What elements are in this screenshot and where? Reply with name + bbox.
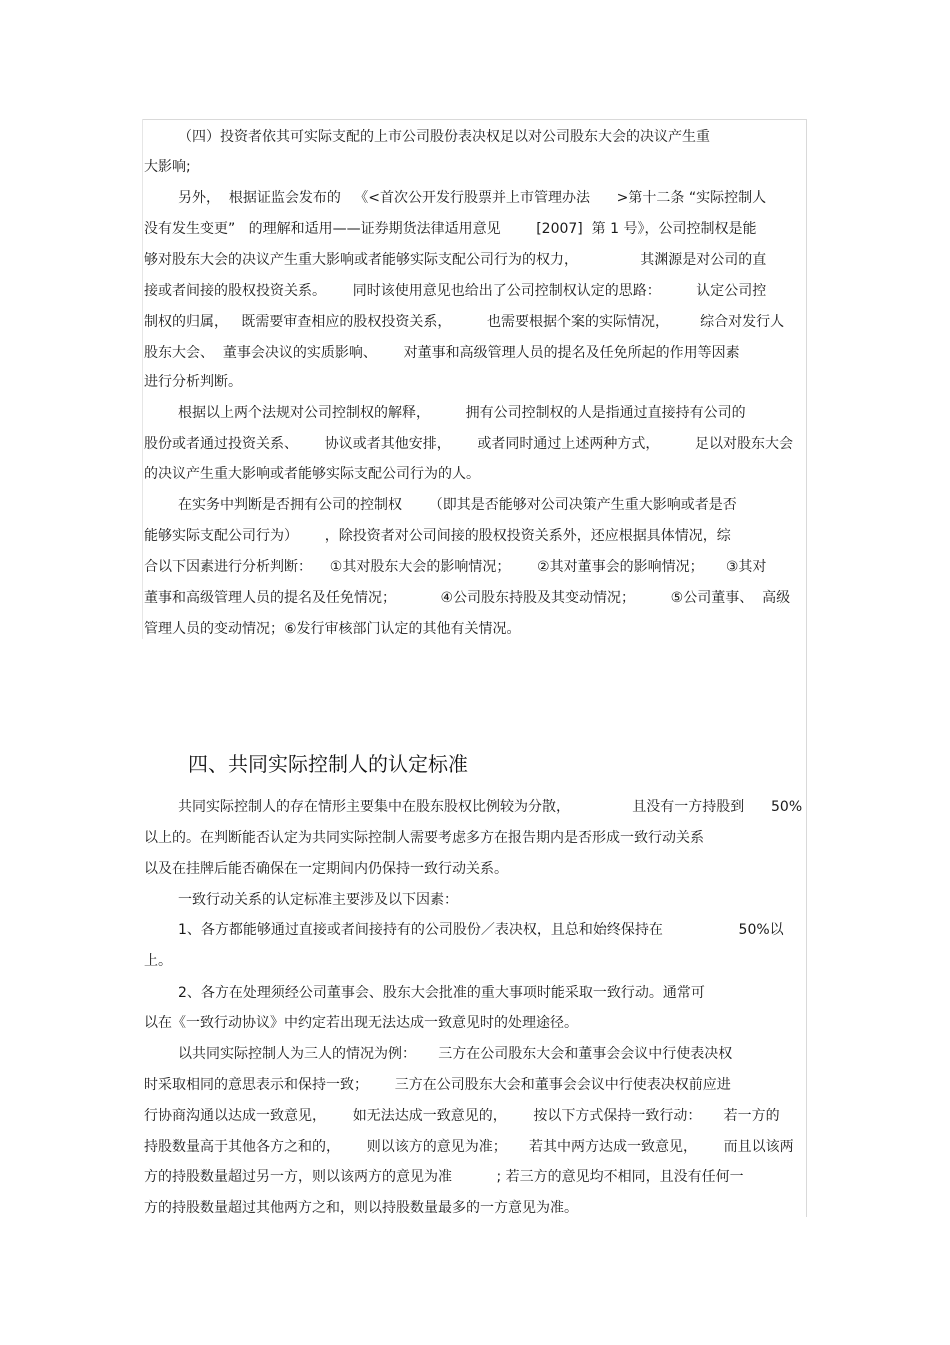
paragraph-line: 以在《一致行动协议》中约定若出现无法达成一致意见时的处理途径。 bbox=[144, 1015, 578, 1031]
paragraph-line: 持股数量高于其他各方之和的， 则以该方的意见为准； 若其中两方达成一致意见， 而且以该两 bbox=[144, 1139, 794, 1155]
paragraph-line: 时采取相同的意思表示和保持一致； 三方在公司股东大会和董事会会议中行使表决权前应进 bbox=[144, 1077, 731, 1093]
page-frame-top bbox=[142, 119, 807, 120]
paragraph-line: 以共同实际控制人为三人的情况为例： 三方在公司股东大会和董事会会议中行使表决权 bbox=[178, 1046, 733, 1062]
page-frame-right bbox=[806, 119, 807, 1217]
paragraph-line: 的决议产生重大影响或者能够实际支配公司行为的人。 bbox=[144, 466, 480, 482]
paragraph-line: 方的持股数量超过其他两方之和，则以持股数量最多的一方意见为准。 bbox=[144, 1200, 578, 1216]
paragraph-line: 董事和高级管理人员的提名及任免情况； ④公司股东持股及其变动情况； ⑤公司董事、 高级 bbox=[144, 590, 791, 606]
paragraph-line: 进行分析判断。 bbox=[144, 374, 242, 390]
paragraph-line: 另外， 根据证监会发布的 《<首次公开发行股票并上市管理办法 >第十二条 “实际控制人 bbox=[178, 190, 767, 206]
paragraph-line: 合以下因素进行分析判断： ①其对股东大会的影响情况； ②其对董事会的影响情况； ③其对 bbox=[144, 559, 767, 575]
paragraph-line: 2、各方在处理须经公司董事会、股东大会批准的重大事项时能采取一致行动。通常可 bbox=[178, 985, 705, 1001]
paragraph-line: 1、各方都能够通过直接或者间接持有的公司股份／表决权，且总和始终保持在 50%以 bbox=[178, 922, 784, 938]
paragraph-line: 以上的。在判断能否认定为共同实际控制人需要考虑多方在报告期内是否形成一致行动关系 bbox=[144, 830, 704, 846]
paragraph-line: 股份或者通过投资关系、 协议或者其他安排， 或者同时通过上述两种方式， 足以对股东大会 bbox=[144, 436, 794, 452]
paragraph-line: 没有发生变更” 的理解和适用——证券期货法律适用意见 [2007] 第 1 号》，公司控制权是能 bbox=[144, 221, 757, 237]
page-frame-left bbox=[142, 119, 143, 639]
paragraph-line: 以及在挂牌后能否确保在一定期间内仍保持一致行动关系。 bbox=[144, 861, 508, 877]
paragraph-line: 股东大会、 董事会决议的实质影响、 对董事和高级管理人员的提名及任免所起的作用等因素 bbox=[144, 345, 740, 361]
paragraph-line: 上。 bbox=[144, 953, 172, 969]
paragraph-line: 在实务中判断是否拥有公司的控制权 （即其是否能够对公司决策产生重大影响或者是否 bbox=[178, 497, 737, 513]
paragraph-line: 大影响; bbox=[144, 159, 191, 175]
paragraph-line: 共同实际控制人的存在情形主要集中在股东股权比例较为分散， 且没有一方持股到 50% bbox=[178, 799, 803, 815]
paragraph-line: 制权的归属， 既需要审查相应的股权投资关系， 也需要根据个案的实际情况， 综合对发行人 bbox=[144, 314, 785, 330]
paragraph-line: 接或者间接的股权投资关系。 同时该使用意见也给出了公司控制权认定的思路： 认定公司控 bbox=[144, 283, 767, 299]
paragraph-line: 根据以上两个法规对公司控制权的解释， 拥有公司控制权的人是指通过直接持有公司的 bbox=[178, 405, 746, 421]
paragraph-line: （四）投资者依其可实际支配的上市公司股份表决权足以对公司股东大会的决议产生重 bbox=[178, 129, 710, 145]
paragraph-line: 行协商沟通以达成一致意见， 如无法达成一致意见的， 按以下方式保持一致行动： 若一方的 bbox=[144, 1108, 780, 1124]
paragraph-line: 管理人员的变动情况；⑥发行审核部门认定的其他有关情况。 bbox=[144, 621, 521, 637]
section-heading: 四、共同实际控制人的认定标准 bbox=[188, 752, 468, 776]
paragraph-line: 方的持股数量超过另一方，则以该两方的意见为准 ; 若三方的意见均不相同，且没有任何一 bbox=[144, 1169, 744, 1185]
paragraph-line: 够对股东大会的决议产生重大影响或者能够实际支配公司行为的权力， 其渊源是对公司的直 bbox=[144, 252, 767, 268]
paragraph-line: 能够实际支配公司行为） ，除投资者对公司间接的股权投资关系外，还应根据具体情况，综 bbox=[144, 528, 731, 544]
paragraph-line: 一致行动关系的认定标准主要涉及以下因素： bbox=[178, 892, 458, 908]
